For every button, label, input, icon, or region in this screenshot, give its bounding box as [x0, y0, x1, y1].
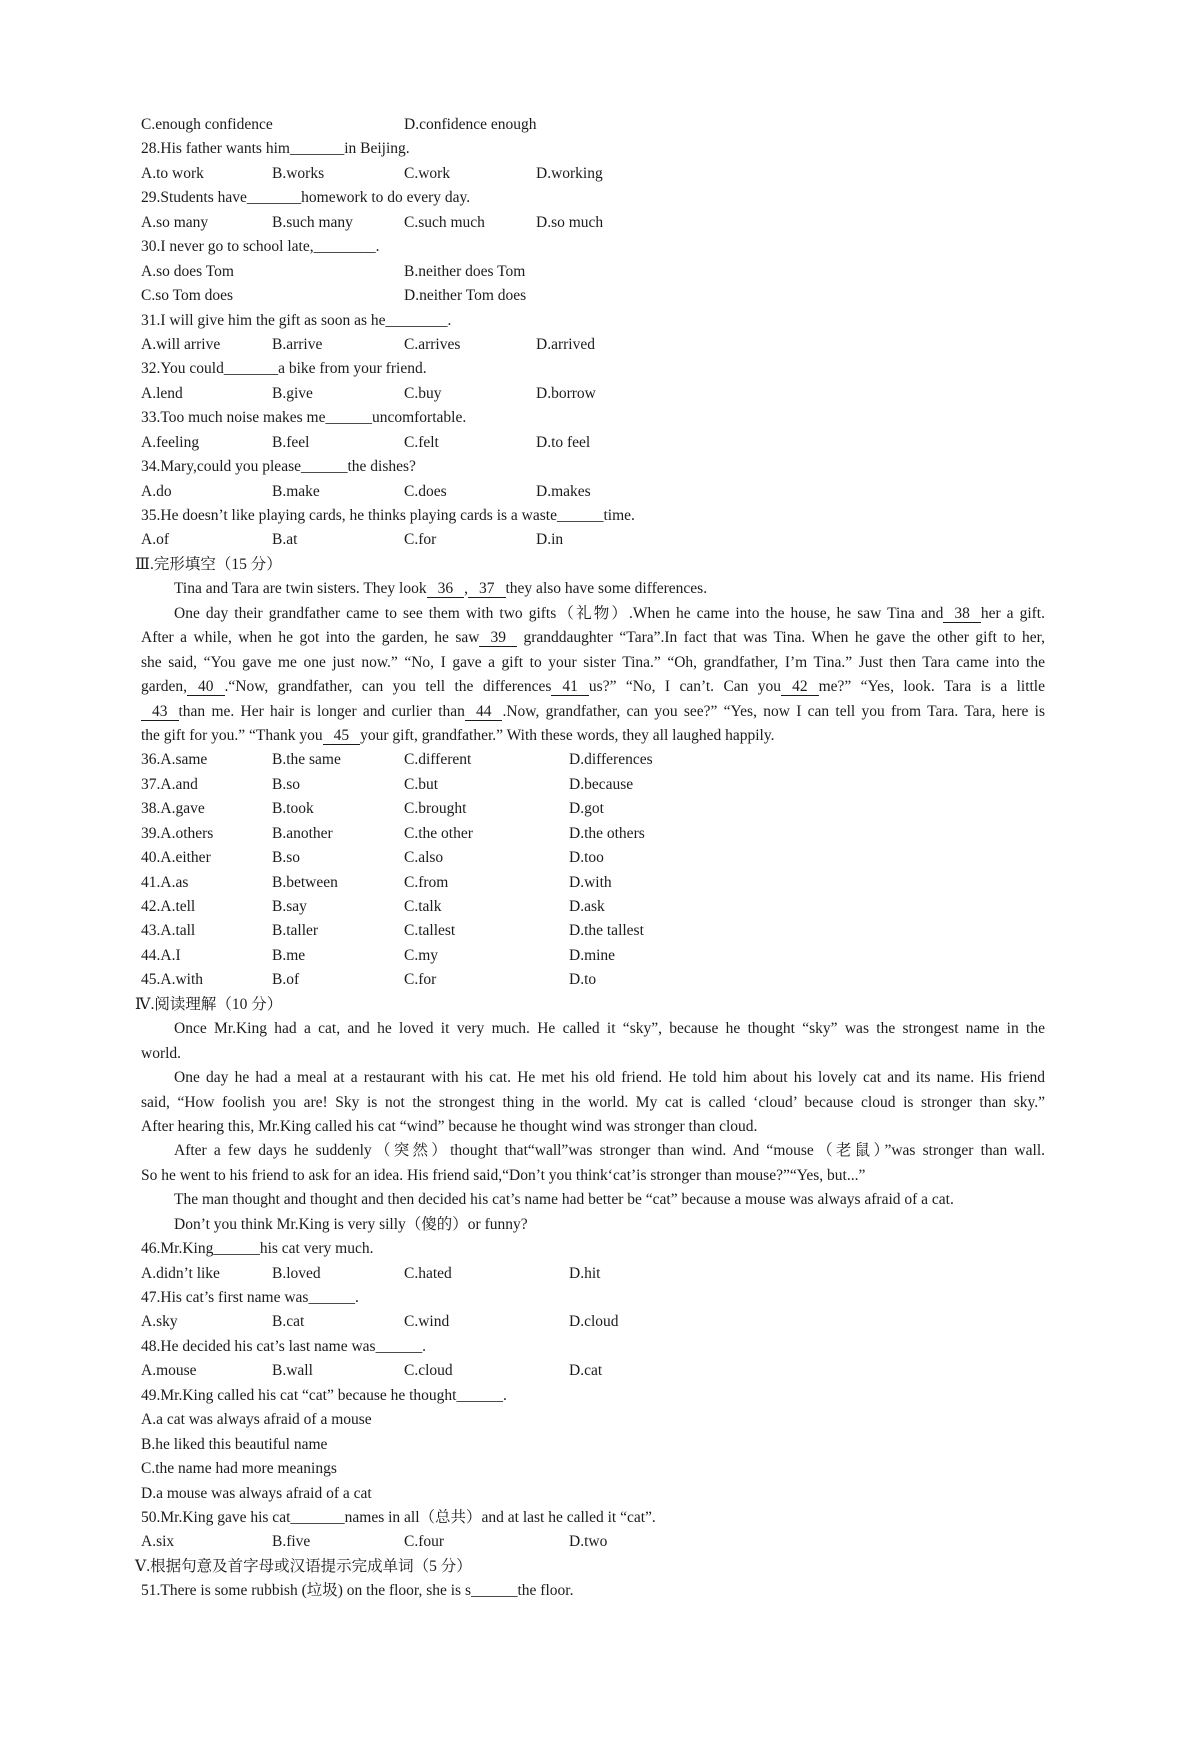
passage-text: garden,	[141, 678, 188, 696]
option-a: 44.A.I	[141, 946, 181, 964]
reading-passage-line: After a few days he suddenly（突然）thought that“wall”was stronger than wind. And “mouse（老鼠）”was stronger than wall.	[174, 1142, 1045, 1160]
option-b: B.neither does Tom	[404, 262, 526, 280]
option-a: 40.A.either	[141, 849, 211, 867]
option-c: C.but	[404, 775, 439, 793]
question-27-options-row	[141, 113, 1045, 137]
option-c: C.four	[404, 1533, 445, 1551]
passage-text: .Now, grandfather, can you see?” “Yes, now I can tell you from Tara. Tara, here is	[502, 702, 1046, 720]
option-d: D.got	[569, 800, 604, 818]
question-31-stem: 31.I will give him the gift as soon as he________.	[141, 311, 452, 329]
passage-text: One day their grandfather came to see them with two gifts（礼物）.When he came into the house, he saw Tina and	[174, 604, 944, 622]
question-34-stem: 34.Mary,could you please______the dishes?	[141, 458, 416, 476]
option-c: C.wind	[404, 1313, 450, 1331]
question-35-stem: 35.He doesn’t like playing cards, he thinks playing cards is a waste______time.	[141, 507, 635, 524]
option-b: B.me	[272, 946, 306, 964]
reading-section-heading: Ⅳ.阅读理解（10 分）	[135, 995, 283, 1013]
option-c: C.different	[404, 751, 472, 769]
option-c: C.the other	[404, 824, 473, 842]
question-51-stem: 51.There is some rubbish (垃圾) on the floor, she is s______the floor.	[141, 1582, 574, 1600]
cloze-blank-39: 39	[479, 630, 517, 647]
option-a: A.so many	[141, 213, 209, 231]
cloze-blank-42: 42	[781, 679, 819, 696]
question-30-options-row-2	[141, 284, 1045, 308]
option-c: C.does	[404, 482, 447, 500]
cloze-blank-38: 38	[943, 606, 981, 623]
option-b: B.such many	[272, 213, 353, 231]
cloze-passage-line	[141, 675, 1045, 699]
option-a: A.lend	[141, 384, 183, 402]
option-b: B.works	[272, 164, 325, 182]
option-a: A.to work	[141, 164, 204, 182]
option-c: C.from	[404, 873, 449, 891]
passage-text: us?” “No, I can’t. Can you	[588, 678, 782, 696]
option-d: D.too	[569, 849, 604, 867]
option-b: B.so	[272, 775, 300, 793]
reading-passage-line: Don’t you think Mr.King is very silly（傻的）or funny?	[174, 1215, 528, 1233]
option-b: B.cat	[272, 1313, 305, 1331]
cloze-passage-line	[141, 700, 1045, 724]
question-31-options	[141, 333, 1045, 357]
option-c: C.hated	[404, 1264, 452, 1282]
question-34-options	[141, 480, 1045, 504]
option-a: A.didn’t like	[141, 1264, 220, 1282]
option-d: D.cloud	[569, 1313, 619, 1331]
option-b: B.at	[272, 531, 298, 549]
passage-text: her a gift.	[980, 604, 1045, 622]
option-a: A.feeling	[141, 433, 200, 451]
cloze-blank-37: 37	[468, 581, 506, 598]
option-d: D.the tallest	[569, 922, 644, 940]
option-d: D.arrived	[536, 335, 595, 353]
option-b: B.loved	[272, 1264, 321, 1282]
question-27-option-d: D.confidence enough	[404, 116, 537, 133]
question-35-options	[141, 528, 1045, 552]
reading-passage-line: world.	[141, 1044, 182, 1062]
question-30-options-row-1	[141, 260, 1045, 284]
question-50-options	[141, 1530, 1045, 1554]
passage-text: me?” “Yes, look. Tara is a little	[818, 678, 1045, 696]
reading-passage-line: So he went to his friend to ask for an idea. His friend said,“Don’t you think‘cat’is stronger than mouse?”“Yes, but...”	[141, 1166, 866, 1184]
option-c: C.buy	[404, 384, 442, 402]
question-48-stem: 48.He decided his cat’s last name was______.	[141, 1337, 426, 1355]
option-d: D.working	[536, 164, 603, 182]
word-completion-section-heading: Ⅴ.根据句意及首字母或汉语提示完成单词（5 分）	[135, 1557, 472, 1575]
option-b: B.so	[272, 849, 300, 867]
cloze-passage-line	[141, 577, 1045, 601]
cloze-question-41-options	[141, 871, 1045, 895]
option-a: 37.A.and	[141, 775, 198, 793]
reading-passage-line: After hearing this, Mr.King called his cat “wind” because he thought wind was stronger than cloud.	[141, 1117, 758, 1135]
question-48-options	[141, 1359, 1045, 1383]
option-d: D.cat	[569, 1362, 603, 1380]
question-29-options	[141, 211, 1045, 235]
passage-text: than me. Her hair is longer and curlier than	[178, 702, 465, 720]
reading-passage-line: The man thought and thought and then decided his cat’s name had better be “cat” because a mouse was always afraid of a cat.	[174, 1191, 954, 1209]
option-a: A.so does Tom	[141, 262, 234, 280]
option-d: D.mine	[569, 946, 616, 964]
option-a: 45.A.with	[141, 971, 203, 989]
option-d: D.ask	[569, 898, 605, 915]
option-c: C.for	[404, 971, 437, 989]
cloze-question-39-options	[141, 822, 1045, 846]
option-c: C.also	[404, 849, 444, 867]
option-c: C.my	[404, 946, 439, 964]
cloze-passage-line	[141, 602, 1045, 626]
option-d: D.hit	[569, 1264, 601, 1282]
cloze-question-45-options	[141, 968, 1045, 992]
option-b: B.took	[272, 800, 314, 818]
option-b: B.taller	[272, 922, 319, 940]
option-d: D.with	[569, 873, 612, 891]
option-c: C.talk	[404, 898, 442, 915]
option-a: A.do	[141, 482, 172, 500]
cloze-question-44-options	[141, 944, 1045, 968]
option-d: D.in	[536, 531, 564, 549]
option-a: A.of	[141, 531, 169, 549]
option-c: C.so Tom does	[141, 287, 234, 305]
option-d: D.makes	[536, 482, 591, 500]
option-c: C.cloud	[404, 1362, 453, 1380]
cloze-question-43-options	[141, 919, 1045, 943]
option-d: D.because	[569, 775, 634, 793]
question-30-stem: 30.I never go to school late,________.	[141, 238, 380, 256]
option-b: B.the same	[272, 751, 341, 769]
question-33-options	[141, 431, 1045, 455]
option-b: B.of	[272, 971, 300, 989]
question-47-stem: 47.His cat’s first name was______.	[141, 1289, 359, 1306]
option-b: B.another	[272, 824, 333, 842]
option-d: D.so much	[536, 213, 604, 231]
option-b: B.arrive	[272, 335, 323, 353]
option-b: B.wall	[272, 1362, 313, 1380]
option-d: D.the others	[569, 824, 645, 842]
option-d: D.to feel	[536, 433, 591, 451]
option-b: B.five	[272, 1533, 311, 1551]
cloze-blank-43: 43	[141, 704, 179, 721]
option-c: C.for	[404, 531, 437, 549]
option-c: C.brought	[404, 800, 467, 818]
cloze-section-heading: Ⅲ.完形填空（15 分）	[135, 555, 282, 573]
question-32-stem: 32.You could_______a bike from your friend.	[141, 360, 427, 378]
option-c: C.the name had more meanings	[141, 1460, 337, 1478]
option-d: D.to	[569, 971, 597, 989]
option-a: A.sky	[141, 1313, 178, 1331]
option-c: C.tallest	[404, 922, 456, 940]
option-c: C.arrives	[404, 335, 461, 353]
option-b: B.feel	[272, 433, 310, 451]
passage-text: Tina and Tara are twin sisters. They look	[174, 580, 427, 598]
question-32-options	[141, 382, 1045, 406]
option-a: 39.A.others	[141, 824, 214, 842]
cloze-blank-44: 44	[465, 704, 503, 721]
cloze-blank-45: 45	[323, 728, 361, 745]
cloze-passage-line	[141, 651, 1045, 675]
passage-text: After a while, when he got into the garden, he saw	[141, 629, 480, 647]
option-d: D.borrow	[536, 384, 596, 402]
cloze-passage-line	[141, 626, 1045, 650]
cloze-question-36-options	[141, 748, 1045, 772]
option-a: 41.A.as	[141, 873, 189, 891]
option-c: C.such much	[404, 213, 485, 231]
option-b: B.he liked this beautiful name	[141, 1435, 328, 1453]
option-d: D.a mouse was always afraid of a cat	[141, 1484, 372, 1502]
question-28-stem: 28.His father wants him_______in Beijing.	[141, 140, 410, 158]
question-46-stem: 46.Mr.King______his cat very much.	[141, 1240, 374, 1258]
option-b: B.make	[272, 482, 320, 500]
option-a: 43.A.tall	[141, 922, 196, 940]
cloze-question-42-options	[141, 895, 1045, 919]
passage-text: she said, “You gave me one just now.” “No, I gave a gift to your sister Tina.” “Oh, grandfather, I’m Tina.” Just then Tara came into the	[141, 653, 1045, 671]
option-a: 38.A.gave	[141, 800, 205, 818]
question-27-option-c: C.enough confidence	[141, 116, 273, 133]
option-b: B.give	[272, 384, 313, 402]
passage-text: ,	[464, 580, 468, 598]
passage-text: your gift, grandfather.” With these words, they all laughed happily.	[360, 726, 775, 744]
option-d: D.neither Tom does	[404, 287, 527, 305]
cloze-question-38-options	[141, 797, 1045, 821]
question-50-stem: 50.Mr.King gave his cat_______names in all（总共）and at last he called it “cat”.	[141, 1508, 656, 1526]
cloze-blank-41: 41	[551, 679, 589, 696]
reading-passage-line: said, “How foolish you are! Sky is not the strongest thing in the world. My cat is called ‘cloud’ because cloud is stronger than sky.”	[141, 1093, 1045, 1111]
cloze-question-40-options	[141, 846, 1045, 870]
question-28-options	[141, 162, 1045, 186]
question-49-stem: 49.Mr.King called his cat “cat” because he thought______.	[141, 1386, 507, 1404]
passage-text: .“Now, grandfather, can you tell the differences	[224, 678, 552, 696]
cloze-passage-line	[141, 724, 1045, 748]
option-d: D.two	[569, 1533, 608, 1551]
question-33-stem: 33.Too much noise makes me______uncomfortable.	[141, 409, 467, 427]
question-47-options	[141, 1310, 1045, 1334]
option-b: B.say	[272, 898, 307, 915]
reading-passage-line: Once Mr.King had a cat, and he loved it very much. He called it “sky”, because he thought “sky” was the strongest name in the	[174, 1020, 1045, 1038]
option-a: 42.A.tell	[141, 898, 196, 915]
option-c: C.felt	[404, 433, 439, 451]
option-a: A.a cat was always afraid of a mouse	[141, 1411, 372, 1429]
reading-passage-line: One day he had a meal at a restaurant with his cat. He met his old friend. He told him about his lovely cat and its name. His friend	[174, 1069, 1045, 1087]
option-a: A.six	[141, 1533, 175, 1551]
option-a: A.mouse	[141, 1362, 197, 1380]
option-c: C.work	[404, 164, 451, 182]
passage-text: granddaughter “Tara”.In fact that was Tina. When he gave the other gift to her,	[523, 629, 1046, 647]
question-29-stem: 29.Students have_______homework to do every day.	[141, 189, 471, 207]
passage-text: the gift for you.” “Thank you	[141, 726, 323, 744]
cloze-blank-36: 36	[427, 581, 465, 598]
option-a: A.will arrive	[141, 335, 221, 353]
option-d: D.differences	[569, 751, 653, 769]
question-46-options	[141, 1262, 1045, 1286]
passage-text: they also have some differences.	[505, 580, 708, 598]
cloze-blank-40: 40	[187, 679, 225, 696]
option-b: B.between	[272, 873, 338, 891]
option-a: 36.A.same	[141, 751, 208, 769]
cloze-question-37-options	[141, 773, 1045, 797]
